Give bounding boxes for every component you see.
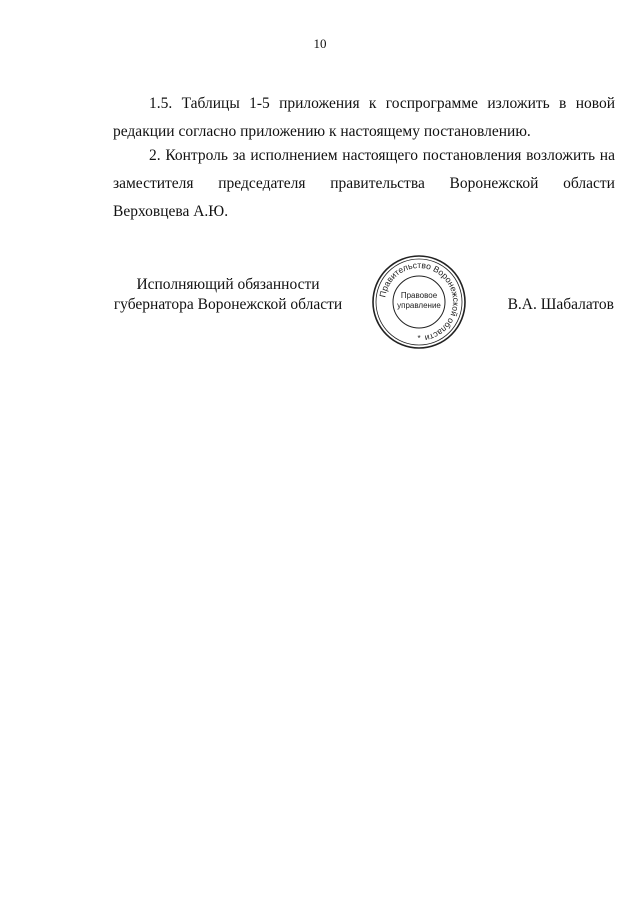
paragraph-1-line-1 bbox=[113, 90, 615, 118]
word: в bbox=[559, 95, 567, 112]
word: Таблицы bbox=[181, 95, 240, 112]
seal-outer-text: Правительство Воронежской области bbox=[377, 259, 462, 344]
word: постановления bbox=[422, 147, 522, 164]
signatory-position-line-1: Исполняющий обязанности bbox=[136, 276, 320, 293]
word: председателя bbox=[218, 175, 306, 192]
word: 1-5 bbox=[249, 95, 270, 112]
word: Воронежской bbox=[449, 175, 539, 192]
seal-inner-line-2: управление bbox=[397, 301, 441, 310]
paragraph-1-line-2: редакции согласно приложению к настоящему постановлению. bbox=[113, 123, 531, 140]
paragraph-2 bbox=[113, 142, 615, 226]
signatory-position bbox=[113, 275, 343, 315]
word: области bbox=[563, 175, 615, 192]
seal-inner-line-1: Правовое bbox=[400, 291, 438, 300]
word: изложить bbox=[487, 95, 550, 112]
paragraph-2-line-1 bbox=[113, 142, 615, 170]
paragraph-2-line-2 bbox=[113, 170, 615, 198]
word: возложить bbox=[526, 147, 596, 164]
word: исполнением bbox=[250, 147, 338, 164]
word: правительства bbox=[330, 175, 425, 192]
word: к bbox=[368, 95, 377, 112]
word: заместителя bbox=[113, 175, 194, 192]
word: настоящего bbox=[342, 147, 419, 164]
word: 1.5. bbox=[149, 95, 173, 112]
word: Контроль bbox=[165, 147, 228, 164]
word: госпрограмме bbox=[385, 95, 479, 112]
word: новой bbox=[575, 95, 615, 112]
signatory-position-line-2: губернатора Воронежской области bbox=[113, 296, 343, 313]
word: на bbox=[599, 147, 615, 164]
signatory-name: В.А. Шабалатов bbox=[507, 296, 614, 313]
paragraph-2-line-3: Верховцева А.Ю. bbox=[113, 203, 229, 220]
official-seal bbox=[371, 254, 467, 350]
page-number: 10 bbox=[313, 36, 327, 51]
word: приложения bbox=[279, 95, 360, 112]
word: за bbox=[232, 147, 246, 164]
paragraph-1 bbox=[113, 90, 615, 146]
word: 2. bbox=[149, 147, 161, 164]
seal-star: * bbox=[417, 334, 421, 343]
